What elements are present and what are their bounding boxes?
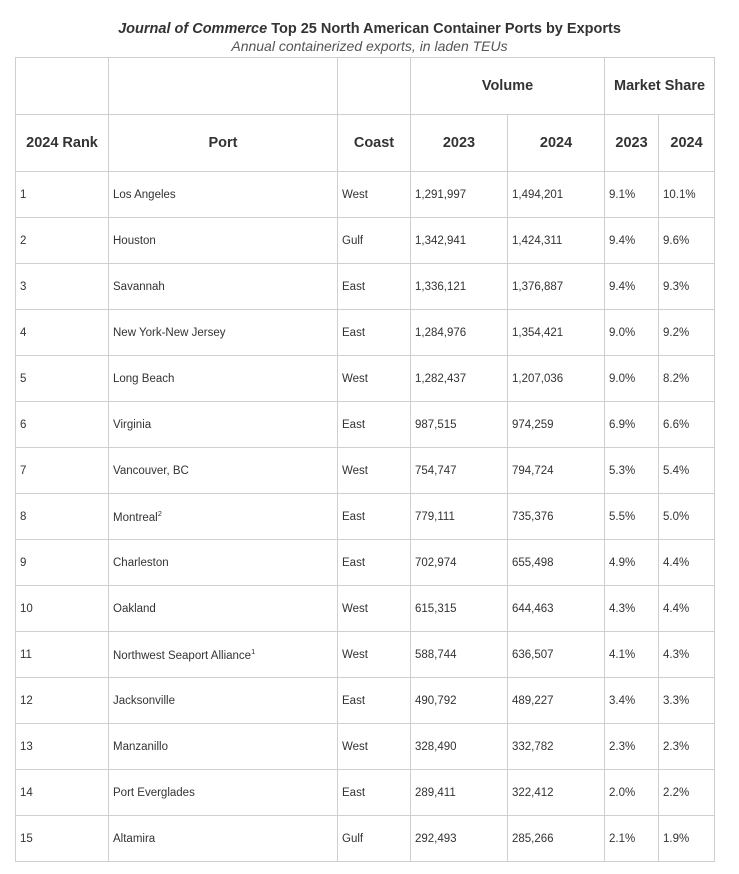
header-empty — [16, 58, 109, 115]
cell-volume-2024-text: 1,376,887 — [512, 280, 564, 293]
cell-volume-2024 — [508, 310, 605, 356]
cell-rank-text: 7 — [20, 464, 27, 477]
cell-coast — [338, 816, 411, 862]
cell-port-text: Altamira — [113, 832, 156, 845]
header-rank: 2024 Rank — [16, 115, 109, 172]
cell-port — [109, 310, 338, 356]
cell-share-2024-text: 4.3% — [663, 648, 690, 661]
cell-volume-2024 — [508, 218, 605, 264]
cell-volume-2023-text: 779,111 — [415, 510, 455, 523]
cell-share-2024-text: 8.2% — [663, 372, 690, 385]
table-row — [16, 310, 715, 356]
cell-share-2024-text: 4.4% — [663, 556, 690, 569]
cell-rank — [16, 402, 109, 448]
cell-volume-2023-text: 615,315 — [415, 602, 457, 615]
table-row — [16, 264, 715, 310]
cell-volume-2024 — [508, 678, 605, 724]
cell-volume-2023 — [411, 816, 508, 862]
cell-volume-2023 — [411, 770, 508, 816]
table-row — [16, 218, 715, 264]
cell-share-2024-text: 4.4% — [663, 602, 690, 615]
cell-share-2023-text: 5.5% — [609, 510, 636, 523]
cell-volume-2024-text: 1,207,036 — [512, 372, 564, 385]
cell-volume-2024 — [508, 586, 605, 632]
table-title — [0, 20, 739, 38]
table-row — [16, 678, 715, 724]
cell-port-text: Los Angeles — [113, 188, 176, 201]
cell-volume-2023 — [411, 310, 508, 356]
cell-coast — [338, 402, 411, 448]
cell-share-2024 — [659, 356, 715, 402]
table-row — [16, 724, 715, 770]
cell-port-text: Oakland — [113, 602, 156, 615]
cell-rank-text: 9 — [20, 556, 27, 569]
table-header — [16, 58, 715, 172]
cell-coast — [338, 448, 411, 494]
cell-share-2024-text: 9.2% — [663, 326, 690, 339]
cell-volume-2024-text: 1,354,421 — [512, 326, 564, 339]
cell-volume-2024 — [508, 448, 605, 494]
cell-rank-text: 1 — [20, 188, 27, 201]
cell-volume-2023 — [411, 264, 508, 310]
cell-coast-text: East — [342, 510, 366, 523]
header-share-2023: 2023 — [605, 115, 659, 172]
cell-share-2024-text: 10.1% — [663, 188, 696, 201]
cell-coast — [338, 356, 411, 402]
cell-rank — [16, 678, 109, 724]
cell-volume-2024-text: 644,463 — [512, 602, 554, 615]
cell-coast-text: West — [342, 188, 368, 201]
cell-port-text: Long Beach — [113, 372, 175, 385]
cell-share-2023 — [605, 540, 659, 586]
cell-share-2024-text: 5.4% — [663, 464, 690, 477]
cell-port — [109, 494, 338, 540]
cell-coast — [338, 172, 411, 218]
cell-rank — [16, 448, 109, 494]
table-row — [16, 172, 715, 218]
cell-volume-2024-text: 1,424,311 — [512, 234, 563, 247]
cell-rank-text: 15 — [20, 832, 33, 845]
cell-volume-2023 — [411, 448, 508, 494]
cell-rank — [16, 770, 109, 816]
cell-volume-2023-text: 588,744 — [415, 648, 457, 661]
cell-rank — [16, 724, 109, 770]
cell-rank-text: 12 — [20, 694, 33, 707]
cell-port — [109, 816, 338, 862]
header-share-2024: 2024 — [659, 115, 715, 172]
cell-rank-text: 14 — [20, 786, 33, 799]
header-coast: Coast — [338, 115, 411, 172]
cell-coast — [338, 540, 411, 586]
table-row — [16, 770, 715, 816]
cell-share-2023 — [605, 402, 659, 448]
table-row — [16, 816, 715, 862]
cell-share-2023 — [605, 494, 659, 540]
title-text: Top 25 North American Container Ports by Exports — [267, 21, 621, 37]
cell-port — [109, 264, 338, 310]
table-row — [16, 632, 715, 678]
cell-volume-2024-text: 655,498 — [512, 556, 554, 569]
cell-coast-text: East — [342, 694, 366, 707]
cell-rank — [16, 356, 109, 402]
cell-coast-text: East — [342, 326, 366, 339]
cell-share-2023 — [605, 172, 659, 218]
cell-coast-text: West — [342, 648, 368, 661]
cell-coast-text: West — [342, 602, 368, 615]
cell-share-2023-text: 9.1% — [609, 188, 636, 201]
cell-volume-2023 — [411, 632, 508, 678]
cell-volume-2023-text: 1,336,121 — [415, 280, 467, 293]
header-empty — [338, 58, 411, 115]
cell-port — [109, 402, 338, 448]
cell-rank — [16, 586, 109, 632]
cell-volume-2024 — [508, 402, 605, 448]
cell-volume-2024-text: 735,376 — [512, 510, 554, 523]
cell-share-2023 — [605, 632, 659, 678]
cell-port-text: Virginia — [113, 418, 152, 431]
cell-volume-2024-text: 285,266 — [512, 832, 554, 845]
cell-volume-2023-text: 754,747 — [415, 464, 457, 477]
cell-share-2023-text: 4.9% — [609, 556, 636, 569]
header-market-share: Market Share — [605, 58, 715, 115]
cell-share-2024 — [659, 632, 715, 678]
cell-share-2024-text: 3.3% — [663, 694, 690, 707]
cell-volume-2023 — [411, 218, 508, 264]
cell-volume-2023-text: 1,282,437 — [415, 372, 467, 385]
cell-coast-text: Gulf — [342, 234, 364, 247]
cell-volume-2024-text: 332,782 — [512, 740, 554, 753]
cell-share-2024-text: 2.3% — [663, 740, 690, 753]
cell-volume-2023 — [411, 402, 508, 448]
cell-rank — [16, 540, 109, 586]
cell-volume-2023-text: 987,515 — [415, 418, 457, 431]
title-publication: Journal of Commerce — [118, 21, 268, 37]
cell-share-2024-text: 2.2% — [663, 786, 690, 799]
cell-port — [109, 724, 338, 770]
cell-coast — [338, 264, 411, 310]
cell-share-2024 — [659, 494, 715, 540]
cell-share-2023-text: 5.3% — [609, 464, 636, 477]
cell-volume-2023-text: 328,490 — [415, 740, 457, 753]
ports-table — [15, 57, 715, 862]
cell-share-2023-text: 6.9% — [609, 418, 636, 431]
cell-rank — [16, 264, 109, 310]
cell-volume-2024 — [508, 356, 605, 402]
cell-port — [109, 448, 338, 494]
cell-port-text: Charleston — [113, 556, 169, 569]
cell-volume-2023-text: 289,411 — [415, 786, 456, 799]
cell-volume-2024 — [508, 494, 605, 540]
cell-volume-2023 — [411, 678, 508, 724]
cell-volume-2024-text: 1,494,201 — [512, 188, 564, 201]
cell-share-2023-text: 4.3% — [609, 602, 636, 615]
cell-volume-2023-text: 1,291,997 — [415, 188, 467, 201]
cell-port — [109, 586, 338, 632]
cell-port — [109, 770, 338, 816]
cell-coast — [338, 632, 411, 678]
cell-rank-text: 6 — [20, 418, 27, 431]
cell-share-2024 — [659, 816, 715, 862]
cell-coast-text: East — [342, 786, 366, 799]
table-row — [16, 494, 715, 540]
cell-volume-2023 — [411, 724, 508, 770]
header-volume: Volume — [411, 58, 605, 115]
cell-share-2023-text: 9.0% — [609, 326, 636, 339]
cell-share-2023 — [605, 356, 659, 402]
cell-share-2024 — [659, 402, 715, 448]
cell-share-2024-text: 1.9% — [663, 832, 690, 845]
cell-port-text: Port Everglades — [113, 786, 195, 799]
cell-share-2024 — [659, 448, 715, 494]
table-row — [16, 402, 715, 448]
cell-coast — [338, 678, 411, 724]
cell-share-2024 — [659, 586, 715, 632]
cell-share-2024 — [659, 770, 715, 816]
cell-share-2024 — [659, 540, 715, 586]
cell-port-text: Houston — [113, 234, 156, 247]
cell-share-2023-text: 4.1% — [609, 648, 636, 661]
header-row-groups — [16, 58, 715, 115]
table-row — [16, 448, 715, 494]
cell-port-text: Manzanillo — [113, 740, 168, 753]
cell-port-text: Jacksonville — [113, 694, 175, 707]
cell-share-2024 — [659, 678, 715, 724]
cell-rank-text: 13 — [20, 740, 33, 753]
header-volume-2023: 2023 — [411, 115, 508, 172]
cell-share-2023 — [605, 678, 659, 724]
cell-volume-2024-text: 974,259 — [512, 418, 554, 431]
cell-port — [109, 678, 338, 724]
cell-port — [109, 172, 338, 218]
cell-share-2024-text: 5.0% — [663, 510, 690, 523]
cell-volume-2023-text: 1,342,941 — [415, 234, 467, 247]
cell-port-text: Montreal — [113, 511, 158, 524]
cell-port-text: New York-New Jersey — [113, 326, 226, 339]
cell-rank — [16, 632, 109, 678]
cell-share-2024 — [659, 264, 715, 310]
cell-port-text: Vancouver, BC — [113, 464, 189, 477]
cell-volume-2024-text: 489,227 — [512, 694, 554, 707]
cell-volume-2023-text: 490,792 — [415, 694, 457, 707]
cell-share-2024 — [659, 172, 715, 218]
table-row — [16, 540, 715, 586]
cell-rank — [16, 310, 109, 356]
cell-share-2023 — [605, 724, 659, 770]
cell-coast — [338, 218, 411, 264]
cell-volume-2023-text: 1,284,976 — [415, 326, 467, 339]
cell-rank-text: 2 — [20, 234, 27, 247]
cell-port — [109, 632, 338, 678]
cell-share-2024 — [659, 310, 715, 356]
cell-share-2023 — [605, 770, 659, 816]
cell-port — [109, 218, 338, 264]
cell-volume-2024-text: 636,507 — [512, 648, 554, 661]
cell-share-2023 — [605, 218, 659, 264]
cell-share-2023 — [605, 264, 659, 310]
cell-share-2024 — [659, 724, 715, 770]
cell-volume-2024 — [508, 632, 605, 678]
header-port: Port — [109, 115, 338, 172]
cell-volume-2024-text: 322,412 — [512, 786, 554, 799]
cell-share-2023 — [605, 448, 659, 494]
cell-share-2023 — [605, 816, 659, 862]
cell-rank — [16, 816, 109, 862]
table-caption — [0, 0, 739, 54]
cell-rank-text: 4 — [20, 326, 27, 339]
cell-coast — [338, 770, 411, 816]
table-subtitle: Annual containerized exports, in laden TEUs — [231, 38, 508, 54]
cell-rank — [16, 218, 109, 264]
cell-coast-text: West — [342, 372, 368, 385]
footnote-marker: 2 — [157, 509, 162, 519]
cell-volume-2023 — [411, 586, 508, 632]
cell-coast-text: East — [342, 556, 366, 569]
header-empty — [109, 58, 338, 115]
cell-share-2023 — [605, 586, 659, 632]
cell-share-2023-text: 9.0% — [609, 372, 636, 385]
cell-coast — [338, 586, 411, 632]
cell-share-2023-text: 2.1% — [609, 832, 636, 845]
header-volume-2024: 2024 — [508, 115, 605, 172]
cell-share-2023 — [605, 310, 659, 356]
table-body — [16, 172, 715, 862]
cell-share-2023-text: 2.3% — [609, 740, 636, 753]
cell-rank-text: 11 — [20, 648, 32, 661]
cell-port-text: Northwest Seaport Alliance — [113, 649, 252, 662]
cell-rank-text: 5 — [20, 372, 27, 385]
cell-volume-2024-text: 794,724 — [512, 464, 554, 477]
cell-share-2024-text: 9.6% — [663, 234, 690, 247]
cell-port-text: Savannah — [113, 280, 165, 293]
cell-volume-2023 — [411, 356, 508, 402]
cell-coast-text: West — [342, 464, 368, 477]
cell-volume-2023-text: 702,974 — [415, 556, 457, 569]
cell-coast-text: West — [342, 740, 368, 753]
cell-share-2023-text: 9.4% — [609, 234, 636, 247]
cell-volume-2023-text: 292,493 — [415, 832, 457, 845]
cell-rank-text: 10 — [20, 602, 33, 615]
cell-coast-text: East — [342, 418, 366, 431]
cell-share-2023-text: 2.0% — [609, 786, 636, 799]
cell-volume-2023 — [411, 494, 508, 540]
cell-volume-2024 — [508, 540, 605, 586]
cell-port — [109, 356, 338, 402]
cell-volume-2023 — [411, 540, 508, 586]
cell-share-2024 — [659, 218, 715, 264]
table-row — [16, 356, 715, 402]
cell-rank-text: 8 — [20, 510, 27, 523]
cell-rank-text: 3 — [20, 280, 27, 293]
cell-volume-2024 — [508, 172, 605, 218]
cell-rank — [16, 494, 109, 540]
cell-volume-2024 — [508, 724, 605, 770]
cell-coast-text: East — [342, 280, 366, 293]
cell-volume-2024 — [508, 264, 605, 310]
header-row-columns — [16, 115, 715, 172]
cell-coast — [338, 310, 411, 356]
cell-share-2024-text: 9.3% — [663, 280, 690, 293]
cell-volume-2024 — [508, 816, 605, 862]
cell-share-2023-text: 9.4% — [609, 280, 636, 293]
cell-coast — [338, 724, 411, 770]
cell-coast — [338, 494, 411, 540]
cell-share-2024-text: 6.6% — [663, 418, 690, 431]
cell-port — [109, 540, 338, 586]
cell-volume-2023 — [411, 172, 508, 218]
cell-rank — [16, 172, 109, 218]
footnote-marker: 1 — [251, 647, 256, 657]
cell-coast-text: Gulf — [342, 832, 364, 845]
cell-share-2023-text: 3.4% — [609, 694, 636, 707]
cell-volume-2024 — [508, 770, 605, 816]
table-row — [16, 586, 715, 632]
